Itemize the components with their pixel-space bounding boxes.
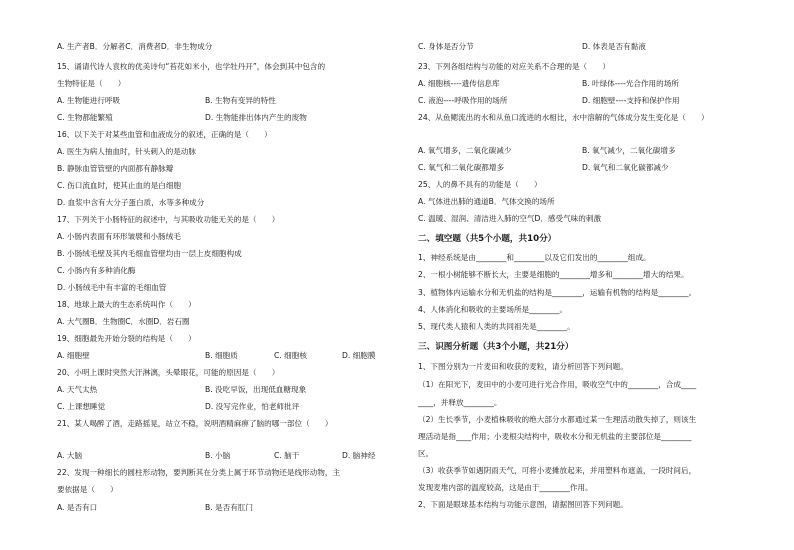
- text-line: [418, 163, 669, 173]
- text-line: [418, 322, 575, 332]
- option-text: C. 细胞核: [274, 351, 307, 360]
- option-text: B. 细胞质: [205, 351, 238, 360]
- line-text: A. 生物能进行呼吸: [57, 96, 121, 105]
- line-text: 三、识图分析题（共3个小题，共21分）: [418, 342, 574, 352]
- line-text: 要依据是（ ）: [57, 485, 118, 494]
- line-text: 理活动是指____作用；小麦根尖结构中，吸收水分和无机盐的主要部位是________: [418, 432, 692, 441]
- text-line: [418, 500, 628, 510]
- line-text: B. 小肠绒毛壁及其内毛细血管壁均由一层上皮细胞构成: [57, 249, 242, 258]
- option-text: B. 氧气减少，二氧化碳增多: [582, 146, 676, 155]
- line-text: （2）生长季节，小麦植株吸收的绝大部分水都通过某一生理活动散失掉了，则该生: [418, 415, 697, 424]
- line-text: A. 大脑: [57, 451, 83, 460]
- line-text: C. 小肠内有多种消化酶: [57, 266, 136, 275]
- text-line: [57, 334, 196, 344]
- text-line: [418, 449, 433, 459]
- text-line: [418, 466, 696, 476]
- text-line: [57, 96, 276, 106]
- text-line: [418, 180, 542, 190]
- text-line: [418, 42, 646, 52]
- line-text: C. 液泡----呼吸作用的场所: [418, 96, 508, 105]
- line-text: 5、现代类人猿和人类的共同祖先是________。: [418, 322, 575, 331]
- option-text: B. 叶绿体----光合作用的场所: [582, 79, 679, 88]
- text-line: [57, 451, 376, 461]
- line-text: C. 温暖、湿润、清洁进入肺的空气D．感受气味的刺激: [418, 214, 602, 223]
- line-text: 21、某人喝醉了酒，走路摇晃，站立不稳，说明酒精麻痹了脑的哪一部位（ ）: [57, 419, 333, 428]
- line-text: A. 生产者B．分解者C．消费者D．非生物成分: [57, 42, 213, 51]
- text-line: [57, 300, 196, 310]
- text-line: [418, 146, 676, 156]
- line-text: 4、人体消化和吸收的主要场所是________。: [418, 305, 568, 314]
- text-line: [57, 249, 242, 259]
- line-text: 15、诵请代诗人袁枚的优美诗句“苔花如米小，也学牡丹开”，体会到其中包含的: [57, 62, 326, 71]
- text-line: [57, 62, 325, 72]
- text-line: [57, 266, 135, 276]
- text-line: [57, 419, 332, 429]
- text-line: [57, 485, 118, 495]
- section-heading: [418, 234, 556, 244]
- option-text: C. 脑干: [274, 451, 300, 460]
- text-line: [57, 113, 307, 123]
- line-text: 发现麦堆内部的温度较高，这是由于________作用。: [418, 483, 593, 492]
- line-text: C. 生物都能繁殖: [57, 113, 113, 122]
- option-text: B. 没吃早饭，出现低血糖现象: [205, 385, 307, 394]
- text-line: [418, 380, 696, 390]
- text-line: [57, 79, 125, 89]
- line-text: 3、植物体内运输水分和无机盐的结构是________，运输有机物的结构是________。: [418, 288, 697, 297]
- text-line: [57, 42, 212, 52]
- line-text: A. 细胞壁: [57, 351, 90, 360]
- text-line: [418, 288, 696, 298]
- option-text: D. 没写完作业，怕老师批评: [205, 402, 300, 411]
- text-line: [418, 62, 610, 72]
- line-text: 19、细胞最先开始分裂的结构是（ ）: [57, 334, 196, 343]
- text-line: [418, 415, 696, 425]
- line-text: 22、发现一种细长的圆柱形动物，要判断其在分类上属于环节动物还是线形动物，主: [57, 468, 341, 477]
- line-text: 17、下列关于小肠特征的叙述中，与其吸收功能无关的是（ ）: [57, 215, 280, 224]
- text-line: [418, 362, 628, 372]
- line-text: 1、神经系统是由________和________以及它们发出的________组成。: [418, 253, 651, 262]
- line-text: B. 静脉血管管壁的内面都有静脉瓣: [57, 164, 174, 173]
- text-line: [418, 197, 555, 207]
- text-line: [57, 215, 279, 225]
- text-line: [57, 283, 166, 293]
- text-line: [57, 468, 340, 478]
- text-line: [418, 113, 709, 123]
- text-line: [57, 351, 376, 361]
- option-text: B. 生物有变异的特性: [205, 96, 276, 105]
- line-text: A. 医生为病人抽血时，针头刺入的是动脉: [57, 147, 196, 156]
- line-text: 24、从鱼鳃流出的水和从鱼口流进的水相比，水中溶解的气体成分发生变化是（ ）: [418, 113, 709, 122]
- text-line: [57, 164, 173, 174]
- option-text: D. 细胞壁----支持和保护作用: [582, 96, 680, 105]
- text-line: [418, 270, 689, 280]
- line-text: C. 伤口流血时，使其止血的是白细胞: [57, 181, 182, 190]
- text-line: [57, 317, 190, 327]
- text-line: [57, 147, 196, 157]
- text-line: [57, 181, 181, 191]
- option-text: B. 小脑: [205, 451, 231, 460]
- line-text: 1、下图分别为一片麦田和收获的麦粒，请分析回答下列问题。: [418, 362, 628, 371]
- option-text: D. 细胞膜: [342, 351, 376, 360]
- line-text: （1）在阳光下，麦田中的小麦可进行光合作用，吸收空气中的________，合成____: [418, 380, 697, 389]
- line-text: A. 小肠内表面有环形皱襞和小肠绒毛: [57, 232, 181, 241]
- line-text: 二、填空题（共5个小题，共10分）: [418, 234, 557, 244]
- text-line: [57, 198, 204, 208]
- line-text: 23、下列各组结构与功能的对应关系不合理的是（ ）: [418, 62, 610, 71]
- text-line: [418, 79, 679, 89]
- text-line: [418, 398, 502, 408]
- line-text: 16、以下关于对某些血管和血液成分的叙述，正确的是（ ）: [57, 130, 272, 139]
- option-text: B. 是否有肛门: [205, 503, 254, 512]
- text-line: [418, 483, 593, 493]
- line-text: 25、人的鼻不具有的功能是（ ）: [418, 180, 542, 189]
- option-text: D. 生物能排出体内产生的废物: [205, 113, 307, 122]
- section-heading: [418, 342, 573, 352]
- line-text: D. 小肠绒毛中有丰富的毛细血管: [57, 283, 167, 292]
- text-line: [418, 96, 680, 106]
- text-line: [418, 253, 651, 263]
- line-text: C. 氧气和二氧化碳都增多: [418, 163, 505, 172]
- line-text: A. 氧气增多，二氧化碳减少: [418, 146, 512, 155]
- text-line: [57, 402, 300, 412]
- line-text: ____，并释放________。: [418, 398, 502, 407]
- line-text: C. 身体是否分节: [418, 42, 474, 51]
- line-text: 区。: [418, 449, 434, 458]
- line-text: 2、下面是眼球基本结构与功能示意图，请据图回答下列问题。: [418, 500, 628, 509]
- text-line: [418, 305, 567, 315]
- text-line: [418, 214, 601, 224]
- option-text: D. 氧气和二氧化碳都减少: [582, 163, 669, 172]
- text-line: [57, 130, 272, 140]
- text-line: [57, 385, 307, 395]
- option-text: D. 体表是否有黏液: [582, 42, 646, 51]
- line-text: A. 天气太热: [57, 385, 98, 394]
- line-text: 2、一根小树能够不断长大，主要是细胞的________增多和________增大的结果。: [418, 270, 689, 279]
- line-text: 20、小明上课时突然大汗淋漓，头晕眼花，可能的原因是（ ）: [57, 368, 280, 377]
- line-text: 18、地球上最大的生态系统叫作（ ）: [57, 300, 196, 309]
- line-text: A. 气体进出肺的通道B．气体交换的场所: [418, 197, 555, 206]
- option-text: D. 脑神经: [342, 451, 376, 460]
- line-text: A. 是否有口: [57, 503, 98, 512]
- line-text: A. 细胞核----遗传信息库: [418, 79, 500, 88]
- text-line: [57, 503, 254, 513]
- line-text: A. 大气圈B．生物圈C．水圈D．岩石圈: [57, 317, 190, 326]
- line-text: C. 上课想睡觉: [57, 402, 106, 411]
- text-line: [418, 432, 691, 442]
- line-text: （3）收获季节如遇阴雨天气，可将小麦摊放起来，并用塑料布遮盖，一段时间后，: [418, 466, 697, 475]
- line-text: 生物特征是（ ）: [57, 79, 126, 88]
- line-text: D. 血浆中含有大分子蛋白质，水等多种成分: [57, 198, 205, 207]
- text-line: [57, 368, 279, 378]
- text-line: [57, 232, 181, 242]
